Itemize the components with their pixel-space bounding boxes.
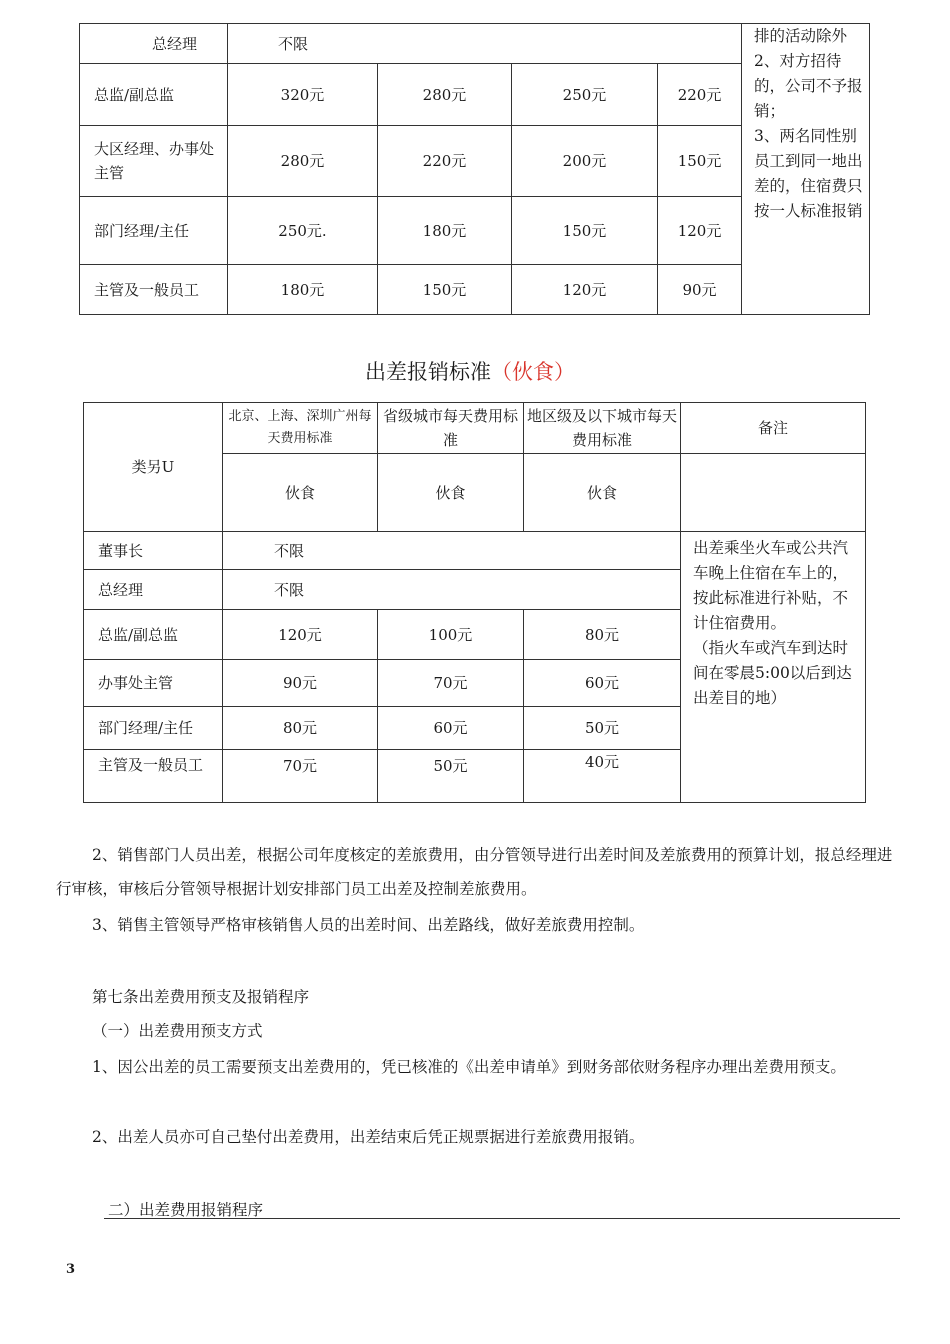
- role-cell: 部门经理/主任: [80, 197, 228, 265]
- column-header: 地区级及以下城市每天费用标准: [524, 403, 681, 454]
- lodging-standard-table: [79, 23, 870, 315]
- section-divider: [104, 1218, 900, 1219]
- item-1: [92, 1050, 892, 1084]
- role-cell: 总监/副总监: [84, 610, 223, 660]
- category-header: 类另U: [84, 403, 223, 532]
- value-cell: 200元: [512, 126, 658, 197]
- unlimited-cell: 不限: [223, 532, 681, 570]
- value-cell: 60元: [378, 707, 524, 750]
- value-cell: 180元: [378, 197, 512, 265]
- value-cell: 80元: [223, 707, 378, 750]
- item-1-text: 1、因公出差的员工需要预支出差费用的，凭已核准的《出差申请单》到财务部依财务程序办理出差费用预支。: [92, 1058, 846, 1076]
- value-cell: 120元: [658, 197, 742, 265]
- column-header: 北京、上海、深圳广州每天费用标准: [223, 403, 378, 454]
- column-subheader: 伙食: [378, 454, 524, 532]
- item-2: 2、出差人员亦可自己垫付出差费用，出差结束后凭正规票据进行差旅费用报销。: [92, 1128, 645, 1146]
- unlimited-cell: 不限: [228, 24, 742, 64]
- meal-standard-title: [0, 356, 940, 386]
- lodging-note: 排的活动除外 2、对方招待的，公司不予报销； 3、两名同性别员工到同一地出差的，住宿费只按一人标准报销: [742, 24, 870, 315]
- value-cell: 80元: [524, 610, 681, 660]
- value-cell: 280元: [228, 126, 378, 197]
- unlimited-cell: 不限: [223, 570, 681, 610]
- meal-standard-table: [83, 402, 866, 803]
- column-header: 省级城市每天费用标准: [378, 403, 524, 454]
- value-cell: 70元: [223, 750, 378, 803]
- value-cell: 280元: [378, 64, 512, 126]
- role-cell: 部门经理/主任: [84, 707, 223, 750]
- value-cell: 220元: [378, 126, 512, 197]
- value-cell: 150元: [658, 126, 742, 197]
- meal-note: 出差乘坐火车或公共汽车晚上住宿在车上的，按此标准进行补贴，不计住宿费用。 （指火车或汽车到达时间在零晨5:00以后到达出差目的地）: [681, 532, 866, 803]
- value-cell: 180元: [228, 265, 378, 315]
- role-cell: 办事处主管: [84, 660, 223, 707]
- value-cell: 90元: [223, 660, 378, 707]
- value-cell: 90元: [658, 265, 742, 315]
- paragraph-2: 2、销售部门人员出差，根据公司年度核定的差旅费用，由分管领导进行出差时间及差旅费用的预算计划，报总经理进行审核，审核后分管领导根据计划安排部门员工出差及控制差旅费用。: [56, 846, 893, 898]
- value-cell: 120元: [223, 610, 378, 660]
- role-cell: 总经理: [84, 570, 223, 610]
- value-cell: 70元: [378, 660, 524, 707]
- column-subheader: 伙食: [524, 454, 681, 532]
- value-cell: 150元: [378, 265, 512, 315]
- value-cell: 50元: [524, 707, 681, 750]
- role-cell: 主管及一般员工: [84, 750, 223, 803]
- value-cell: 320元: [228, 64, 378, 126]
- value-cell: 50元: [378, 750, 524, 803]
- value-cell: 250元: [512, 64, 658, 126]
- column-subheader: 伙食: [223, 454, 378, 532]
- value-cell: 100元: [378, 610, 524, 660]
- empty-cell: [681, 454, 866, 532]
- role-cell: 董事长: [84, 532, 223, 570]
- value-cell: 250元.: [228, 197, 378, 265]
- column-header: 备注: [681, 403, 866, 454]
- role-cell: 大区经理、办事处主管: [80, 126, 228, 197]
- page-number: 3: [66, 1262, 76, 1277]
- section-2-heading: 二）出差费用报销程序: [108, 1201, 264, 1219]
- title-main: 出差报销标准: [365, 360, 491, 384]
- value-cell: 40元: [524, 750, 681, 803]
- value-cell: 150元: [512, 197, 658, 265]
- article-7-heading: 第七条出差费用预支及报销程序: [92, 988, 310, 1006]
- value-cell: 220元: [658, 64, 742, 126]
- value-cell: 60元: [524, 660, 681, 707]
- value-cell: 120元: [512, 265, 658, 315]
- paragraph-3: 3、销售主管领导严格审核销售人员的出差时间、出差路线，做好差旅费用控制。: [92, 916, 645, 934]
- role-cell: 总监/副总监: [80, 64, 228, 126]
- title-paren: （伙食）: [491, 360, 575, 384]
- role-cell: 总经理: [80, 24, 228, 64]
- role-cell: 主管及一般员工: [80, 265, 228, 315]
- section-1-heading: （一）出差费用预支方式: [92, 1022, 263, 1040]
